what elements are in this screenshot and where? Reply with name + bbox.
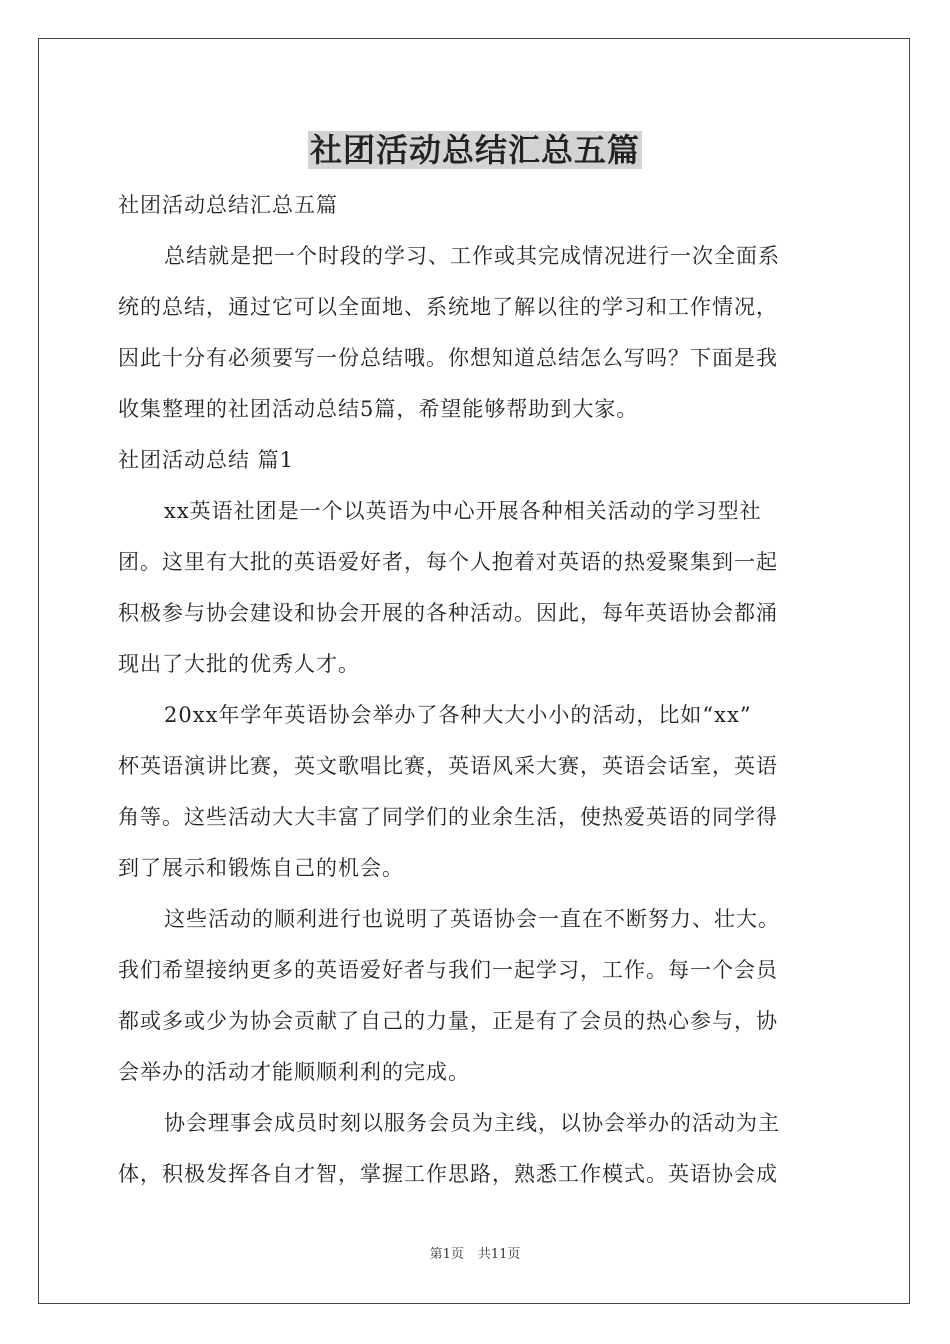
text-line: 积极参与协会建设和协会开展的各种活动。因此，每年英语协会都涌	[118, 601, 778, 625]
text-line: 现出了大批的优秀人才。	[118, 652, 360, 676]
page-footer	[0, 1246, 950, 1264]
text-line: 杯英语演讲比赛，英文歌唱比赛，英语风采大赛，英语会话室，英语	[118, 754, 778, 778]
text-line: 体，积极发挥各自才智，掌握工作思路，熟悉工作模式。英语协会成	[118, 1162, 778, 1186]
text-line: 收集整理的社团活动总结5篇，希望能够帮助到大家。	[118, 397, 639, 421]
page-total: 共11页	[477, 1247, 521, 1262]
text-line: 我们希望接纳更多的英语爱好者与我们一起学习，工作。每一个会员	[118, 958, 778, 982]
text-line: 会举办的活动才能顺顺利利的完成。	[118, 1060, 470, 1084]
document-body	[118, 180, 834, 1200]
page-number: 第1页	[429, 1247, 464, 1262]
text-line: 20xx年学年英语协会举办了各种大大小小的活动，比如“xx”	[164, 703, 752, 727]
text-line: 总结就是把一个时段的学习、工作或其完成情况进行一次全面系	[164, 244, 780, 268]
text-line: 社团活动总结 篇1	[118, 448, 295, 472]
text-line: 协会理事会成员时刻以服务会员为主线，以协会举办的活动为主	[164, 1111, 780, 1135]
document-title	[0, 128, 950, 172]
text-line: 社团活动总结汇总五篇	[118, 193, 338, 217]
text-line: xx英语社团是一个以英语为中心开展各种相关活动的学习型社	[164, 499, 762, 523]
text-line: 这些活动的顺利进行也说明了英语协会一直在不断努力、壮大。	[164, 907, 780, 931]
text-line: 因此十分有必须要写一份总结哦。你想知道总结怎么写吗？下面是我	[118, 346, 778, 370]
text-line: 角等。这些活动大大丰富了同学们的业余生活，使热爱英语的同学得	[118, 805, 778, 829]
text-line: 团。这里有大批的英语爱好者，每个人抱着对英语的热爱聚集到一起	[118, 550, 778, 574]
text-line: 都或多或少为协会贡献了自己的力量，正是有了会员的热心参与，协	[118, 1009, 778, 1033]
text-line: 到了展示和锻炼自己的机会。	[118, 856, 404, 880]
document-title-text: 社团活动总结汇总五篇	[309, 131, 640, 169]
text-line: 统的总结，通过它可以全面地、系统地了解以往的学习和工作情况，	[118, 295, 778, 319]
